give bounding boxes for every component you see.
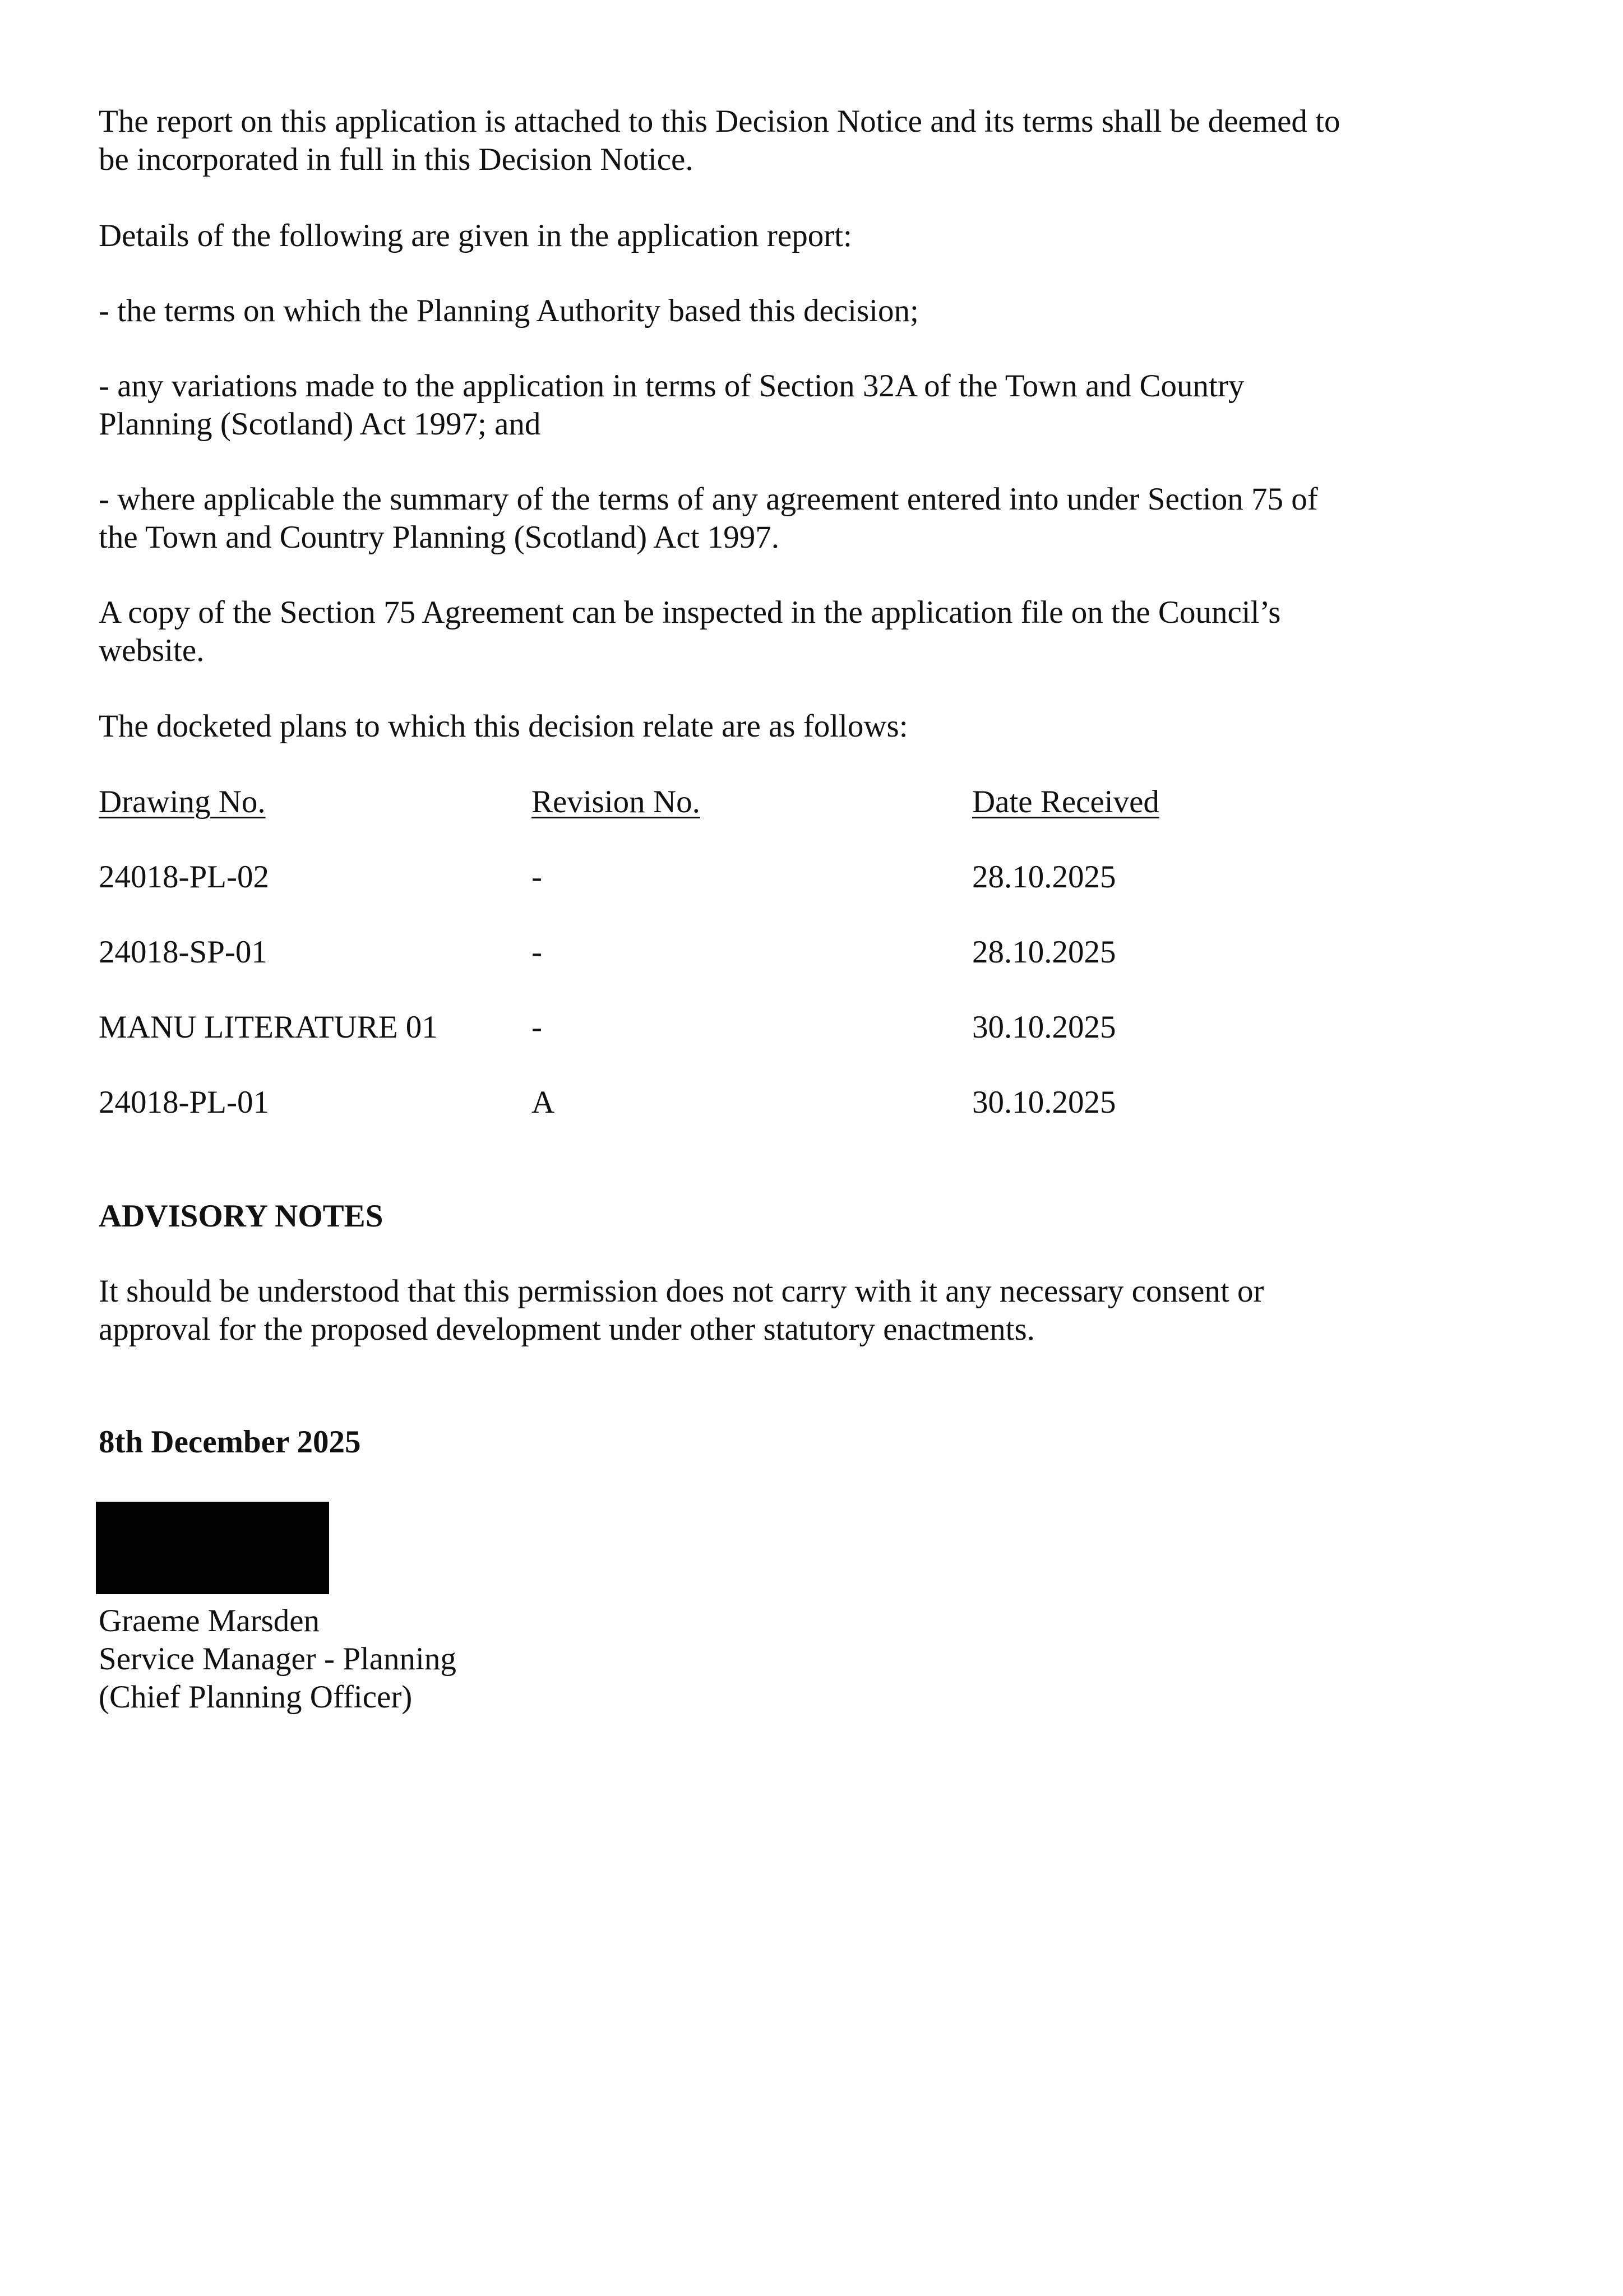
table-cell-date-received: 30.10.2025 [972, 1085, 1116, 1120]
table-cell-date-received: 28.10.2025 [972, 934, 1116, 970]
table-cell-drawing-no: MANU LITERATURE 01 [99, 1010, 438, 1045]
paragraph-section-75-summary: - where applicable the summary of the terms of any agreement entered into under Section 75 of the Town and Country Planning (Scotland) Act 1997. [99, 482, 1318, 555]
signature-redaction [96, 1502, 329, 1594]
table-cell-drawing-no: 24018-SP-01 [99, 934, 267, 970]
paragraph-section-75-copy: A copy of the Section 75 Agreement can be inspected in the application file on the Council’s website. [99, 595, 1281, 668]
table-cell-revision-no: - [531, 859, 542, 895]
table-cell-revision-no: - [531, 1010, 542, 1045]
table-cell-revision-no: A [531, 1085, 555, 1120]
decision-date: 8th December 2025 [99, 1424, 361, 1460]
table-header-revision-no: Revision No. [531, 784, 700, 820]
table-cell-date-received: 30.10.2025 [972, 1010, 1116, 1045]
table-cell-revision-no: - [531, 934, 542, 970]
signatory-name: Graeme Marsden [99, 1603, 320, 1638]
table-cell-drawing-no: 24018-PL-01 [99, 1085, 269, 1120]
paragraph-report-attached: The report on this application is attached to this Decision Notice and its terms shall be deemed to be incorporated in full in this Decision Notice. [99, 104, 1340, 177]
paragraph-docketed-plans-intro: The docketed plans to which this decision relate are as follows: [99, 709, 908, 744]
advisory-notes-heading: ADVISORY NOTES [99, 1198, 383, 1234]
signatory-role: (Chief Planning Officer) [99, 1679, 413, 1715]
signatory-title: Service Manager - Planning [99, 1641, 456, 1677]
advisory-notes-text: It should be understood that this permission does not carry with it any necessary consent or approval for the proposed development under other statutory enactments. [99, 1274, 1264, 1347]
table-cell-drawing-no: 24018-PL-02 [99, 859, 269, 895]
table-cell-date-received: 28.10.2025 [972, 859, 1116, 895]
paragraph-variations: - any variations made to the application in terms of Section 32A of the Town and Country Planning (Scotland) Act 1997; and [99, 368, 1245, 442]
paragraph-details-intro: Details of the following are given in the application report: [99, 218, 852, 253]
table-header-drawing-no: Drawing No. [99, 784, 266, 820]
table-header-date-received: Date Received [972, 784, 1159, 820]
paragraph-terms-basis: - the terms on which the Planning Authority based this decision; [99, 293, 919, 328]
